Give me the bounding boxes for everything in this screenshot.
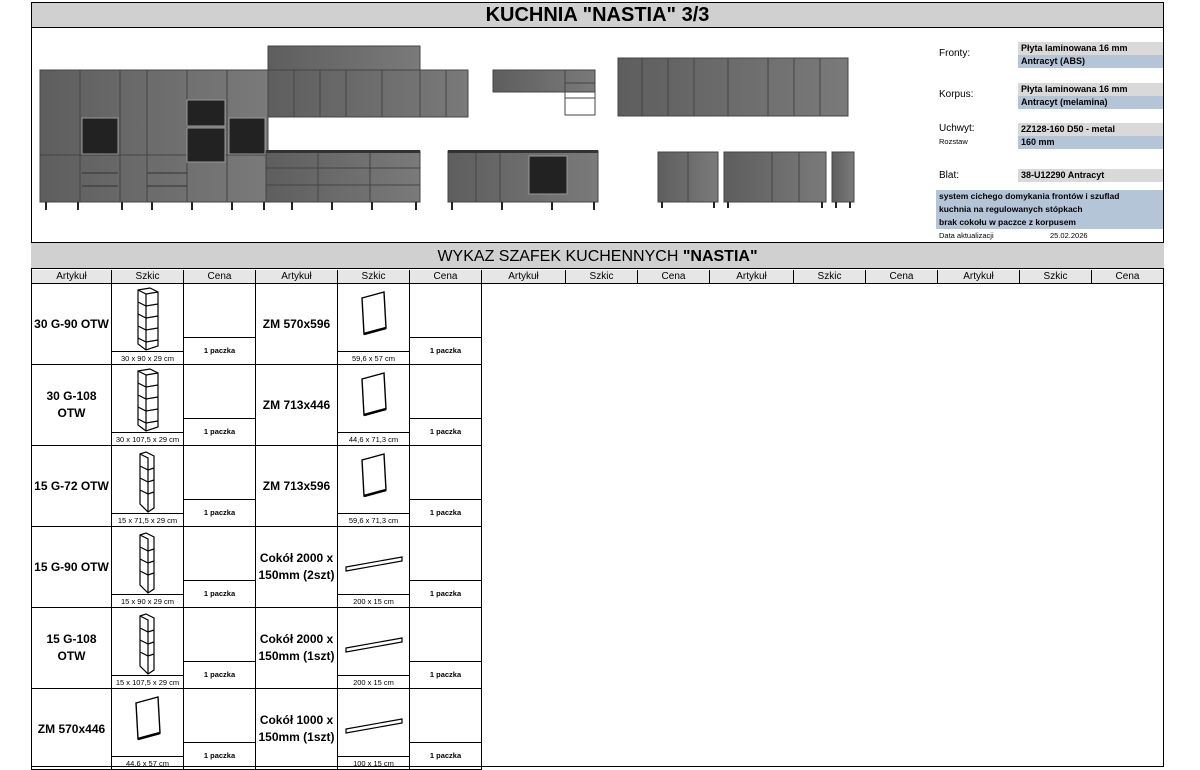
blat-label: Blat: <box>939 170 960 181</box>
list-subtitle <box>31 242 1164 269</box>
article-name: ZM 570x446 <box>31 689 112 770</box>
header-cena-4: Cena <box>866 270 938 284</box>
dimensions-label: 100 x 15 cm <box>353 759 394 768</box>
package-count: 1 paczka <box>184 418 255 445</box>
page-title: KUCHNIA "NASTIA" 3/3 <box>31 2 1164 28</box>
tall-cabinets-group <box>40 70 268 202</box>
article-name: ZM 713x446 <box>256 365 338 446</box>
sketch-cell <box>338 527 410 608</box>
header-cena-3: Cena <box>638 270 710 284</box>
dimensions-label: 15 x 71,5 x 29 cm <box>117 516 178 525</box>
subtitle-bold: "NASTIA" <box>682 248 758 265</box>
dimensions-label: 15 x 90 x 29 cm <box>121 597 174 606</box>
article-name: 30 G-90 OTW <box>31 284 112 365</box>
open-shelf-tall-icon <box>112 365 184 433</box>
package-count: 1 paczka <box>410 418 481 445</box>
header-szkic-1: Szkic <box>112 270 184 284</box>
plinth-icon <box>338 527 410 595</box>
article-name: Cokół 1000 x 150mm (1szt) <box>256 689 338 770</box>
date-value: 25.02.2026 <box>1050 231 1088 240</box>
price-cell <box>410 446 482 527</box>
open-shelf-narrow-icon <box>112 446 184 514</box>
sketch-cell <box>112 527 184 608</box>
korpus-value-2: Antracyt (melamina) <box>1018 96 1163 109</box>
price-cell <box>410 365 482 446</box>
rozstaw-label: Rozstaw <box>939 137 968 146</box>
price-cell <box>184 689 256 770</box>
dimensions-label: 30 x 107,5 x 29 cm <box>115 435 180 444</box>
price-cell <box>184 284 256 365</box>
open-shelf-narrow-icon <box>112 608 184 676</box>
header-artykul-2: Artykuł <box>256 270 338 284</box>
sketch-cell <box>338 608 410 689</box>
article-name: 15 G-72 OTW <box>31 446 112 527</box>
price-cell <box>184 365 256 446</box>
kitchen-illustration <box>32 28 932 241</box>
package-count: 1 paczka <box>410 499 481 526</box>
fronty-label: Fronty: <box>939 48 971 59</box>
package-count: 1 paczka <box>410 742 481 769</box>
header-artykul-1: Artykuł <box>31 270 112 284</box>
price-cell <box>184 527 256 608</box>
fronty-value-2: Antracyt (ABS) <box>1018 55 1163 68</box>
package-count: 1 paczka <box>410 337 481 364</box>
front-panel-icon <box>338 446 410 514</box>
header-cena-2: Cena <box>410 270 482 284</box>
article-name: Cokół 2000 x 150mm (2szt) <box>256 527 338 608</box>
package-count: 1 paczka <box>184 499 255 526</box>
price-cell <box>410 689 482 770</box>
fronty-value-1: Płyta laminowana 16 mm <box>1018 42 1163 55</box>
price-cell <box>410 527 482 608</box>
open-shelf-narrow-icon <box>112 527 184 595</box>
article-name: 15 G-108 OTW <box>31 608 112 689</box>
sketch-cell <box>112 689 184 770</box>
sketch-cell <box>338 446 410 527</box>
sketch-cell <box>338 284 410 365</box>
header-szkic-2: Szkic <box>338 270 410 284</box>
price-cell <box>410 284 482 365</box>
header-szkic-3: Szkic <box>566 270 638 284</box>
package-count: 1 paczka <box>184 580 255 607</box>
front-panel-icon <box>338 365 410 433</box>
article-name: Cokół 2000 x 150mm (1szt) <box>256 608 338 689</box>
package-count: 1 paczka <box>410 580 481 607</box>
open-shelf-tall-icon <box>112 284 184 352</box>
dimensions-label: 59,6 x 57 cm <box>352 354 395 363</box>
header-szkic-4: Szkic <box>794 270 866 284</box>
header-cena-5: Cena <box>1092 270 1164 284</box>
note-line-2: kuchnia na regulowanych stópkach <box>936 203 1163 216</box>
header-cena-1: Cena <box>184 270 256 284</box>
package-count: 1 paczka <box>410 661 481 688</box>
sketch-cell <box>112 284 184 365</box>
plinth-icon <box>338 689 410 757</box>
article-name: ZM 570x596 <box>256 284 338 365</box>
front-panel-icon <box>338 284 410 352</box>
dimensions-label: 59,6 x 71,3 cm <box>348 516 399 525</box>
front-panel-icon <box>112 689 184 757</box>
header-artykul-5: Artykuł <box>938 270 1020 284</box>
note-line-1: system cichego domykania frontów i szuflad <box>936 190 1163 203</box>
package-count: 1 paczka <box>184 337 255 364</box>
price-cell <box>410 608 482 689</box>
dimensions-label: 200 x 15 cm <box>353 597 394 606</box>
price-cell <box>184 608 256 689</box>
article-name: 30 G-108 OTW <box>31 365 112 446</box>
article-name: ZM 713x596 <box>256 446 338 527</box>
korpus-label: Korpus: <box>939 89 974 100</box>
package-count: 1 paczka <box>184 661 255 688</box>
sketch-cell <box>112 365 184 446</box>
korpus-value-1: Płyta laminowana 16 mm <box>1018 83 1163 96</box>
date-label: Data aktualizacji <box>939 231 994 240</box>
header-szkic-5: Szkic <box>1020 270 1092 284</box>
dimensions-label: 30 x 90 x 29 cm <box>121 354 174 363</box>
rozstaw-value: 160 mm <box>1018 136 1163 149</box>
sketch-cell <box>338 689 410 770</box>
subtitle-text: WYKAZ SZAFEK KUCHENNYCH <box>437 248 683 265</box>
uchwyt-value: 2Z128-160 D50 - metal <box>1018 123 1163 136</box>
note-line-3: brak cokołu w paczce z korpusem <box>936 216 1163 229</box>
dimensions-label: 200 x 15 cm <box>353 678 394 687</box>
dimensions-label: 15 x 107,5 x 29 cm <box>115 678 180 687</box>
blat-value: 38-U12290 Antracyt <box>1018 169 1163 182</box>
header-artykul-3: Artykuł <box>482 270 566 284</box>
package-count: 1 paczka <box>184 742 255 769</box>
sketch-cell <box>338 365 410 446</box>
header-artykul-4: Artykuł <box>710 270 794 284</box>
uchwyt-label: Uchwyt: <box>939 123 975 134</box>
dimensions-label: 44,6 x 57 cm <box>126 759 169 768</box>
sketch-cell <box>112 446 184 527</box>
sketch-cell <box>112 608 184 689</box>
article-name: 15 G-90 OTW <box>31 527 112 608</box>
plinth-icon <box>338 608 410 676</box>
price-cell <box>184 446 256 527</box>
dimensions-label: 44,6 x 71,3 cm <box>348 435 399 444</box>
